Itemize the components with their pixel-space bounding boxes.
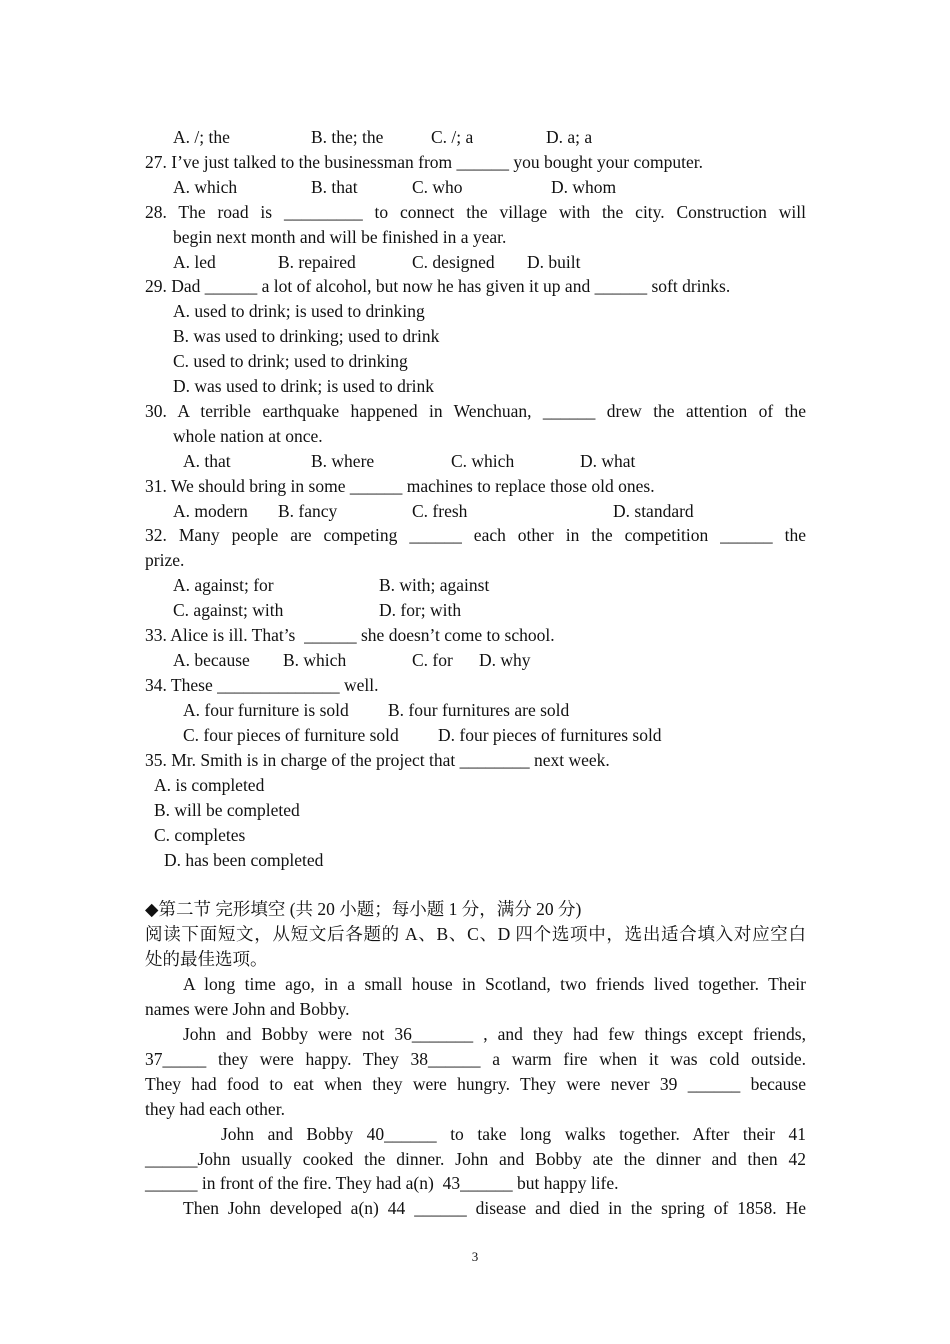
q29-option-d: D. was used to drink; is used to drink bbox=[173, 376, 435, 396]
q33-option-d: D. why bbox=[479, 650, 531, 670]
q27-option-a: A. which bbox=[173, 177, 238, 197]
q28-stem-line1: 28. The road is _________ to connect the village with the city. Construction will bbox=[145, 202, 806, 222]
q34-option-a: A. four furniture is sold bbox=[183, 700, 349, 720]
q35-stem: 35. Mr. Smith is in charge of the project that ________ next week. bbox=[145, 750, 610, 770]
q27-option-c: C. who bbox=[412, 177, 463, 197]
q32-option-a: A. against; for bbox=[173, 575, 274, 595]
q27-option-b: B. that bbox=[311, 177, 358, 197]
section-heading: ◆第二节 完形填空 (共 20 小题；每小题 1 分，满分 20 分) bbox=[145, 899, 582, 919]
q32-option-d: D. for; with bbox=[379, 600, 462, 620]
q28-option-b: B. repaired bbox=[278, 252, 356, 272]
passage-p3-line2: ______John usually cooked the dinner. John and Bobby ate the dinner and then 42 bbox=[145, 1149, 806, 1169]
q26-option-a: A. /; the bbox=[173, 127, 230, 147]
q29-option-b: B. was used to drinking; used to drink bbox=[173, 326, 440, 346]
q33-option-b: B. which bbox=[283, 650, 347, 670]
q30-option-d: D. what bbox=[580, 451, 636, 471]
q26-option-b: B. the; the bbox=[311, 127, 384, 147]
passage-p2-line2: 37_____ they were happy. They 38______ a warm fire when it was cold outside. bbox=[145, 1049, 806, 1069]
q35-option-b: B. will be completed bbox=[154, 800, 300, 820]
q34-option-c: C. four pieces of furniture sold bbox=[183, 725, 399, 745]
q26-option-d: D. a; a bbox=[546, 127, 593, 147]
q27-stem: 27. I’ve just talked to the businessman from ______ you bought your computer. bbox=[145, 152, 703, 172]
q33-option-c: C. for bbox=[412, 650, 453, 670]
q28-option-d: D. built bbox=[527, 252, 581, 272]
passage-p2-line3: They had food to eat when they were hungry. They were never 39 ______ because bbox=[145, 1074, 806, 1094]
section-instructions-line1: 阅读下面短文，从短文后各题的 A、B、C、D 四个选项中，选出适合填入对应空白 bbox=[145, 924, 806, 944]
q31-option-a: A. modern bbox=[173, 501, 248, 521]
passage-p3-line3: ______ in front of the fire. They had a(n) 43______ but happy life. bbox=[145, 1173, 619, 1193]
section-instructions-line2: 处的最佳选项。 bbox=[145, 949, 268, 969]
q30-option-c: C. which bbox=[451, 451, 515, 471]
q35-option-a: A. is completed bbox=[154, 775, 265, 795]
q26-option-c: C. /; a bbox=[431, 127, 474, 147]
page-number: 3 bbox=[471, 1249, 479, 1264]
q29-option-c: C. used to drink; used to drinking bbox=[173, 351, 408, 371]
q34-stem: 34. These ______________ well. bbox=[145, 675, 379, 695]
passage-p2-line1: John and Bobby were not 36_______ , and they had few things except friends, bbox=[183, 1024, 806, 1044]
q31-option-d: D. standard bbox=[613, 501, 694, 521]
q32-stem-line1: 32. Many people are competing ______ each other in the competition ______ the bbox=[145, 525, 806, 545]
q30-option-b: B. where bbox=[311, 451, 375, 471]
q28-stem-line2: begin next month and will be finished in a year. bbox=[173, 227, 507, 247]
passage-p1-line2: names were John and Bobby. bbox=[145, 999, 350, 1019]
q35-option-d: D. has been completed bbox=[164, 850, 324, 870]
passage-p4-line1: Then John developed a(n) 44 ______ disease and died in the spring of 1858. He bbox=[183, 1198, 806, 1218]
passage-p3-line1: John and Bobby 40______ to take long walks together. After their 41 bbox=[221, 1124, 806, 1144]
passage-p1-line1: A long time ago, in a small house in Scotland, two friends lived together. Their bbox=[183, 974, 806, 994]
q33-stem: 33. Alice is ill. That’s ______ she doesn’t come to school. bbox=[145, 625, 555, 645]
q34-option-b: B. four furnitures are sold bbox=[388, 700, 570, 720]
q33-option-a: A. because bbox=[173, 650, 250, 670]
q28-option-a: A. led bbox=[173, 252, 216, 272]
q30-stem-line1: 30. A terrible earthquake happened in Wenchuan, ______ drew the attention of the bbox=[145, 401, 806, 421]
q35-option-c: C. completes bbox=[154, 825, 246, 845]
q32-stem-line2: prize. bbox=[145, 550, 185, 570]
q31-option-c: C. fresh bbox=[412, 501, 468, 521]
q27-option-d: D. whom bbox=[551, 177, 617, 197]
q31-option-b: B. fancy bbox=[278, 501, 338, 521]
q32-option-b: B. with; against bbox=[379, 575, 490, 595]
q29-option-a: A. used to drink; is used to drinking bbox=[173, 301, 425, 321]
q32-option-c: C. against; with bbox=[173, 600, 284, 620]
q30-stem-line2: whole nation at once. bbox=[173, 426, 323, 446]
q29-stem: 29. Dad ______ a lot of alcohol, but now he has given it up and ______ soft drinks. bbox=[145, 276, 731, 296]
q34-option-d: D. four pieces of furnitures sold bbox=[438, 725, 662, 745]
q31-stem: 31. We should bring in some ______ machines to replace those old ones. bbox=[145, 476, 655, 496]
q28-option-c: C. designed bbox=[412, 252, 495, 272]
q30-option-a: A. that bbox=[183, 451, 231, 471]
passage-p2-line4: they had each other. bbox=[145, 1099, 285, 1119]
